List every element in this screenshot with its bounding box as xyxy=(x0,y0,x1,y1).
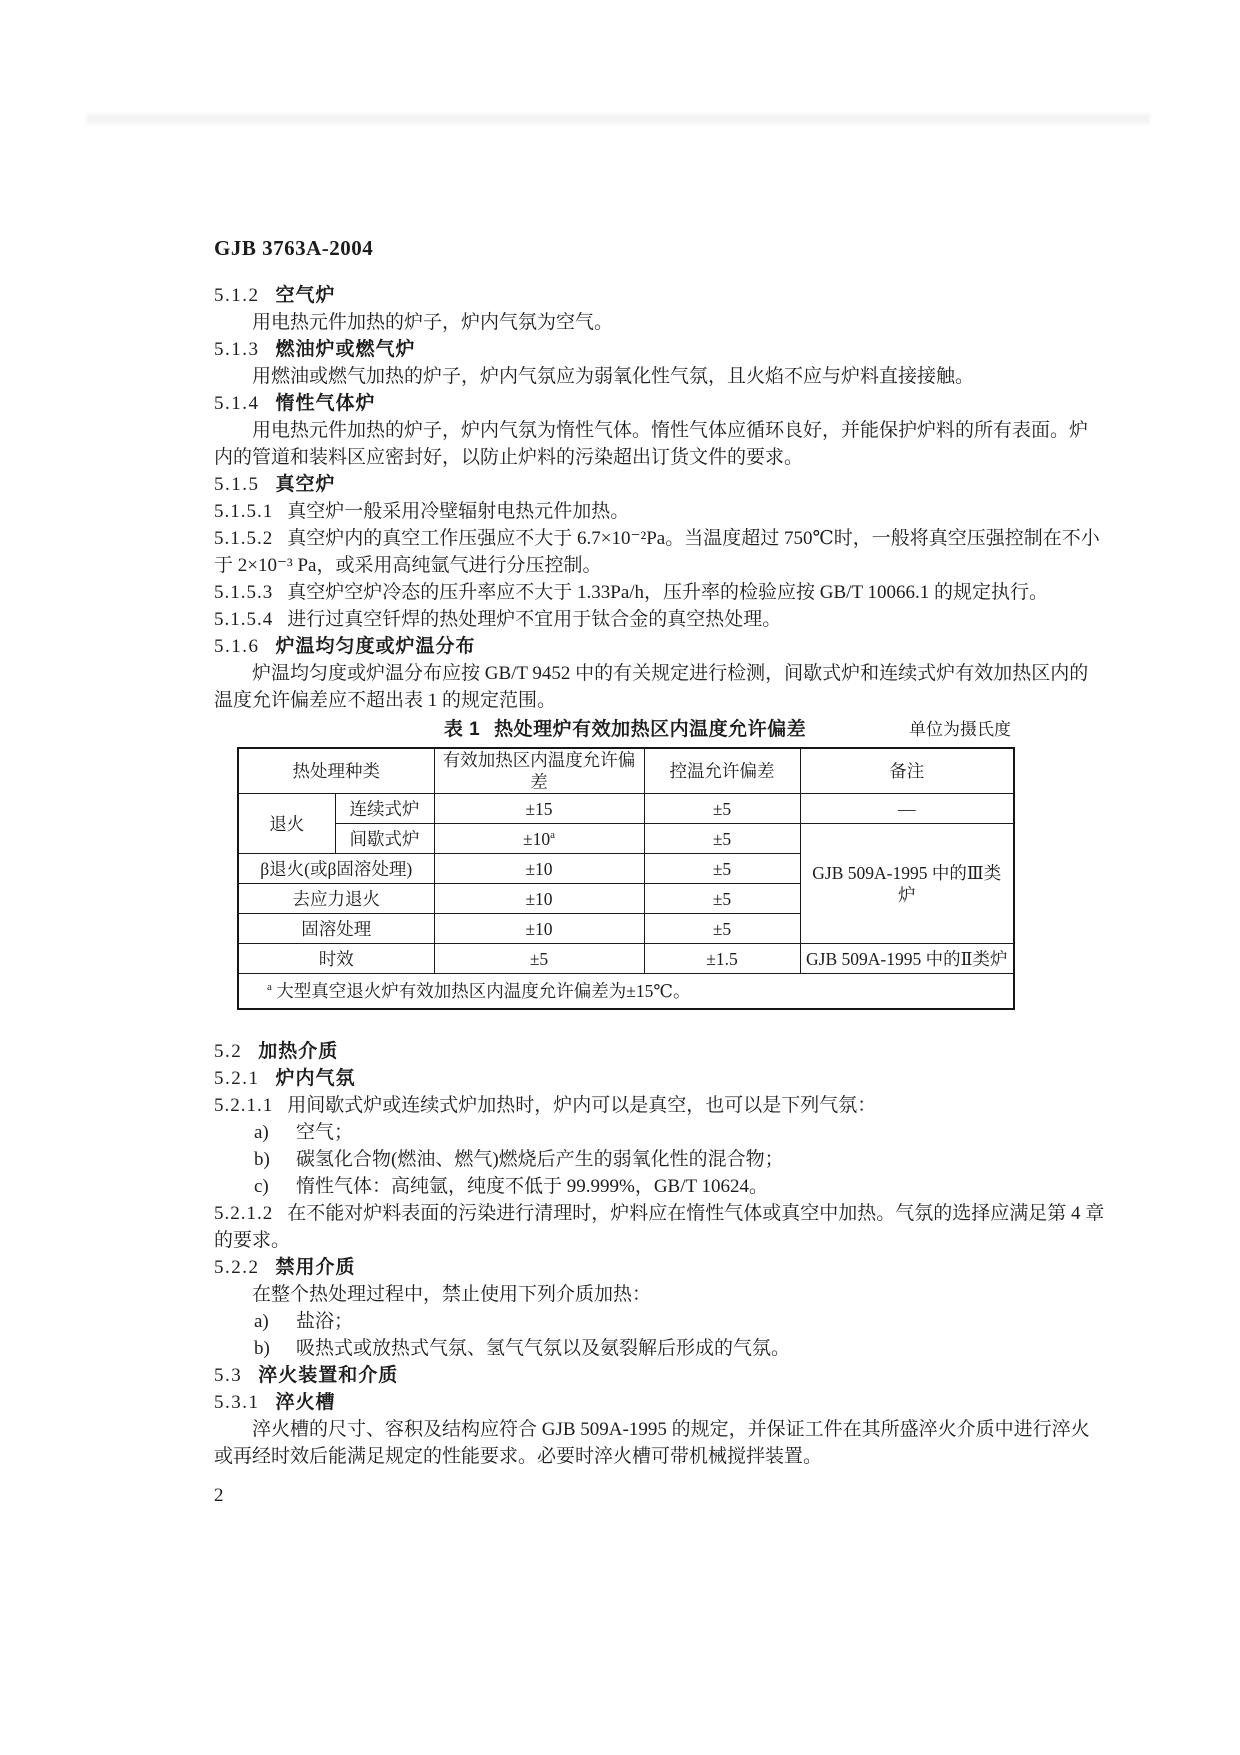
heading-5-1-2 xyxy=(214,282,1106,309)
list-marker: b) xyxy=(254,1149,270,1170)
row-group-label: 退火 xyxy=(238,794,335,854)
heading-5-1-3 xyxy=(214,336,1106,363)
clause-text: 真空炉内的真空工作压强应不大于 6.7×10⁻²Pa。当温度超过 750℃时，一般将真空压强控制在不小于 2×10⁻³ Pa，或采用高纯氩气进行分压控制。 xyxy=(214,528,1100,576)
heading-5-1-6 xyxy=(214,633,1106,660)
list-text: 空气； xyxy=(296,1122,354,1143)
page-content xyxy=(214,282,1106,1509)
row-label: 间歇式炉 xyxy=(335,824,434,854)
column-header: 有效加热区内温度允许偏差 xyxy=(434,748,644,794)
clause-number: 5.1.5.2 xyxy=(214,528,274,549)
heading-title: 惰性气体炉 xyxy=(275,393,376,414)
list-marker: b) xyxy=(254,1338,270,1359)
table-row xyxy=(238,944,1014,974)
heading-title: 加热介质 xyxy=(258,1041,339,1062)
heading-number: 5.2.2 xyxy=(214,1257,260,1278)
heading-number: 5.2.1 xyxy=(214,1068,260,1089)
clause-number: 5.1.5.3 xyxy=(214,582,274,603)
table-caption-label: 表 1 xyxy=(443,719,481,740)
clause-5-1-5-4 xyxy=(214,606,1106,633)
heading-5-3 xyxy=(214,1362,1106,1389)
cell-note: — xyxy=(800,794,1014,824)
footnote-marker: a xyxy=(550,828,555,841)
row-label: 时效 xyxy=(238,944,434,974)
list-item-salt-bath xyxy=(214,1308,1106,1335)
cell-control: ±1.5 xyxy=(644,944,800,974)
cell-control: ±5 xyxy=(644,824,800,854)
footnote-text: 大型真空退火炉有效加热区内温度允许偏差为±15℃。 xyxy=(276,981,691,1001)
list-marker: c) xyxy=(254,1176,269,1197)
heading-5-2 xyxy=(214,1038,1106,1065)
table-header-row xyxy=(238,748,1014,794)
column-header: 备注 xyxy=(800,748,1014,794)
paragraph-5-3-1: 淬火槽的尺寸、容积及结构应符合 GJB 509A-1995 的规定，并保证工件在其所盛淬火介质中进行淬火或再经时效后能满足规定的性能要求。必要时淬火槽可带机械搅拌装置。 xyxy=(214,1419,1090,1467)
row-label: 连续式炉 xyxy=(335,794,434,824)
heading-number: 5.2 xyxy=(214,1041,243,1062)
paragraph-5-2-2: 在整个热处理过程中，禁止使用下列介质加热： xyxy=(252,1284,652,1305)
row-label: β退火(或β固溶处理) xyxy=(238,854,434,884)
list-marker: a) xyxy=(254,1122,269,1143)
list-text: 盐浴； xyxy=(296,1311,354,1332)
heading-5-3-1 xyxy=(214,1389,1106,1416)
heading-number: 5.3 xyxy=(214,1365,243,1386)
table-footnote xyxy=(238,974,1014,1010)
table-unit-note: 单位为摄氏度 xyxy=(909,720,1011,739)
list-text: 惰性气体：高纯氩，纯度不低于 99.999%，GB/T 10624。 xyxy=(296,1176,769,1197)
list-item-air xyxy=(214,1119,1106,1146)
clause-5-1-5-1 xyxy=(214,498,1106,525)
cell-control: ±5 xyxy=(644,914,800,944)
row-label: 去应力退火 xyxy=(238,884,434,914)
heading-title: 淬火槽 xyxy=(275,1392,336,1413)
heading-number: 5.1.3 xyxy=(214,339,260,360)
heading-number: 5.1.5 xyxy=(214,474,260,495)
paragraph-5-1-4: 用电热元件加热的炉子，炉内气氛为惰性气体。惰性气体应循环良好，并能保护炉料的所有表面。炉内的管道和装料区应密封好，以防止炉料的污染超出订货文件的要求。 xyxy=(214,420,1089,468)
table-row xyxy=(238,824,1014,854)
cell-deviation: ±10 xyxy=(434,884,644,914)
list-item-inert-gas xyxy=(214,1173,1106,1200)
footnote-marker: a xyxy=(267,981,272,994)
cell-deviation: ±15 xyxy=(434,794,644,824)
table-row xyxy=(238,794,1014,824)
cell-deviation: ±10 xyxy=(434,914,644,944)
row-label: 固溶处理 xyxy=(238,914,434,944)
table-1 xyxy=(237,747,1015,1010)
cell-note: GJB 509A-1995 中的Ⅱ类炉 xyxy=(800,944,1014,974)
cell-deviation xyxy=(434,824,644,854)
clause-5-1-5-2 xyxy=(214,525,1106,579)
heading-5-1-5 xyxy=(214,471,1106,498)
heading-title: 真空炉 xyxy=(275,474,336,495)
heading-title: 淬火装置和介质 xyxy=(258,1365,399,1386)
cell-deviation: ±10 xyxy=(434,854,644,884)
paragraph-5-1-6: 炉温均匀度或炉温分布应按 GB/T 9452 中的有关规定进行检测，间歇式炉和连续式炉有效加热区内的温度允许偏差应不超出表 1 的规定范围。 xyxy=(214,663,1089,711)
clause-text: 进行过真空钎焊的热处理炉不宜用于钛合金的真空热处理。 xyxy=(287,609,782,630)
scan-artifact-band xyxy=(86,112,1150,126)
table-1-block xyxy=(237,716,1013,1010)
list-text: 吸热式或放热式气氛、氢气气氛以及氨裂解后形成的气氛。 xyxy=(296,1338,791,1359)
heading-number: 5.1.4 xyxy=(214,393,260,414)
doc-number: GJB 3763A-2004 xyxy=(214,236,374,260)
heading-number: 5.1.2 xyxy=(214,285,260,306)
cell-deviation: ±5 xyxy=(434,944,644,974)
clause-text: 在不能对炉料表面的污染进行清理时，炉料应在惰性气体或真空中加热。气氛的选择应满足第 4 章的要求。 xyxy=(214,1203,1105,1251)
heading-title: 禁用介质 xyxy=(275,1257,356,1278)
clause-number: 5.1.5.4 xyxy=(214,609,274,630)
table-1-caption xyxy=(237,716,1013,744)
cell-control: ±5 xyxy=(644,884,800,914)
paragraph-5-1-2: 用电热元件加热的炉子，炉内气氛为空气。 xyxy=(252,312,614,333)
cell-control: ±5 xyxy=(644,854,800,884)
heading-number: 5.1.6 xyxy=(214,636,260,657)
list-item-hydrocarbon xyxy=(214,1146,1106,1173)
heading-title: 炉内气氛 xyxy=(275,1068,356,1089)
cell-note-merged: GJB 509A-1995 中的Ⅲ类炉 xyxy=(800,824,1014,944)
heading-5-2-1 xyxy=(214,1065,1106,1092)
table-caption-title: 热处理炉有效加热区内温度允许偏差 xyxy=(494,719,807,740)
clause-5-2-1-1 xyxy=(214,1092,1106,1119)
heading-number: 5.3.1 xyxy=(214,1392,260,1413)
clause-number: 5.2.1.2 xyxy=(214,1203,274,1224)
list-item-atmospheres xyxy=(214,1335,1106,1362)
clause-number: 5.1.5.1 xyxy=(214,501,274,522)
clause-text: 真空炉空炉冷态的压升率应不大于 1.33Pa/h，压升率的检验应按 GB/T 10066.1 的规定执行。 xyxy=(287,582,1048,603)
paragraph-5-1-3: 用燃油或燃气加热的炉子，炉内气氛应为弱氧化性气氛，且火焰不应与炉料直接接触。 xyxy=(252,366,975,387)
list-text: 碳氢化合物(燃油、燃气)燃烧后产生的弱氧化性的混合物； xyxy=(296,1149,784,1170)
clause-text: 用间歇式炉或连续式炉加热时，炉内可以是真空，也可以是下列气氛： xyxy=(287,1095,877,1116)
clause-number: 5.2.1.1 xyxy=(214,1095,274,1116)
clause-text: 真空炉一般采用冷壁辐射电热元件加热。 xyxy=(287,501,630,522)
list-marker: a) xyxy=(254,1311,269,1332)
page-number: 2 xyxy=(214,1485,224,1506)
clause-5-1-5-3 xyxy=(214,579,1106,606)
table-footnote-row xyxy=(238,974,1014,1010)
heading-title: 空气炉 xyxy=(275,285,336,306)
column-header: 热处理种类 xyxy=(238,748,434,794)
deviation-value: ±10 xyxy=(523,828,551,849)
heading-title: 燃油炉或燃气炉 xyxy=(275,339,416,360)
heading-title: 炉温均匀度或炉温分布 xyxy=(275,636,476,657)
heading-5-1-4 xyxy=(214,390,1106,417)
cell-control: ±5 xyxy=(644,794,800,824)
column-header: 控温允许偏差 xyxy=(644,748,800,794)
heading-5-2-2 xyxy=(214,1254,1106,1281)
clause-5-2-1-2 xyxy=(214,1200,1106,1254)
